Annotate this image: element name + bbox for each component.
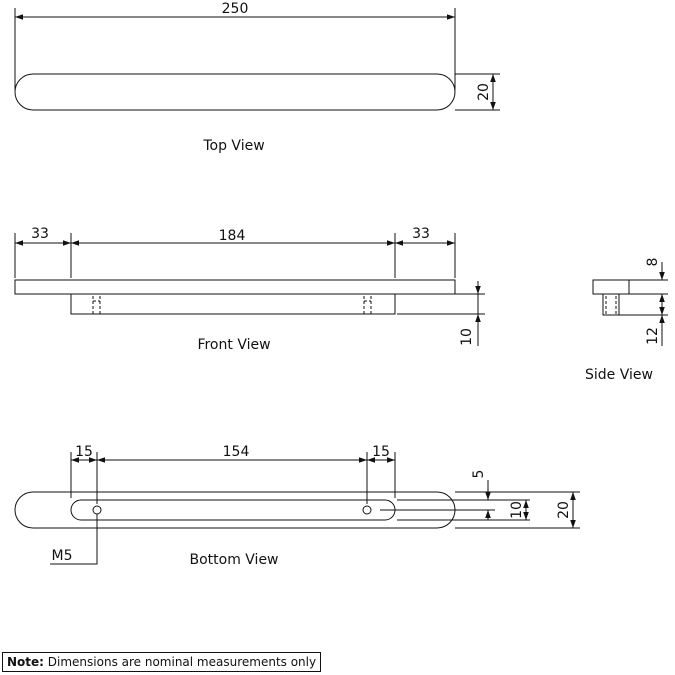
thread-label: M5 [51,548,73,564]
bottom-view-slot [71,500,395,520]
front-view [15,233,485,346]
dim-front-left: 33 [31,226,49,242]
front-view-label: Front View [197,337,271,353]
side-view-label: Side View [585,367,653,383]
dim-bottom-center: 154 [222,444,250,460]
dim-bottom-outer: 20 [556,501,572,519]
dim-top-width: 20 [476,83,492,101]
note-text: Dimensions are nominal measurements only [43,655,317,669]
dim-side-top: 8 [645,257,661,267]
dim-bottom-inner: 10 [509,501,525,519]
side-view-top [593,280,629,294]
dim-front-right: 33 [412,226,430,242]
dim-bottom-slot: 5 [471,469,487,479]
front-view-handle-bar [15,280,455,294]
top-view-label: Top View [203,138,265,154]
top-view [15,8,500,110]
nominal-measurement-note [2,652,321,672]
side-view-base [603,294,619,315]
dim-front-center: 184 [218,228,246,244]
front-view-base [71,294,395,314]
dim-bottom-left: 15 [75,444,93,460]
dim-front-base-height: 10 [459,328,475,346]
bottom-view-label: Bottom View [189,552,279,568]
dim-top-length: 250 [221,1,249,17]
note-label: Note: [7,655,44,669]
bottom-view-hole-left [93,506,101,514]
dim-side-bottom: 12 [645,327,661,345]
top-view-handle [15,74,455,110]
dim-bottom-right: 15 [372,444,390,460]
bottom-view [15,452,580,564]
bottom-view-hole-right [363,506,371,514]
